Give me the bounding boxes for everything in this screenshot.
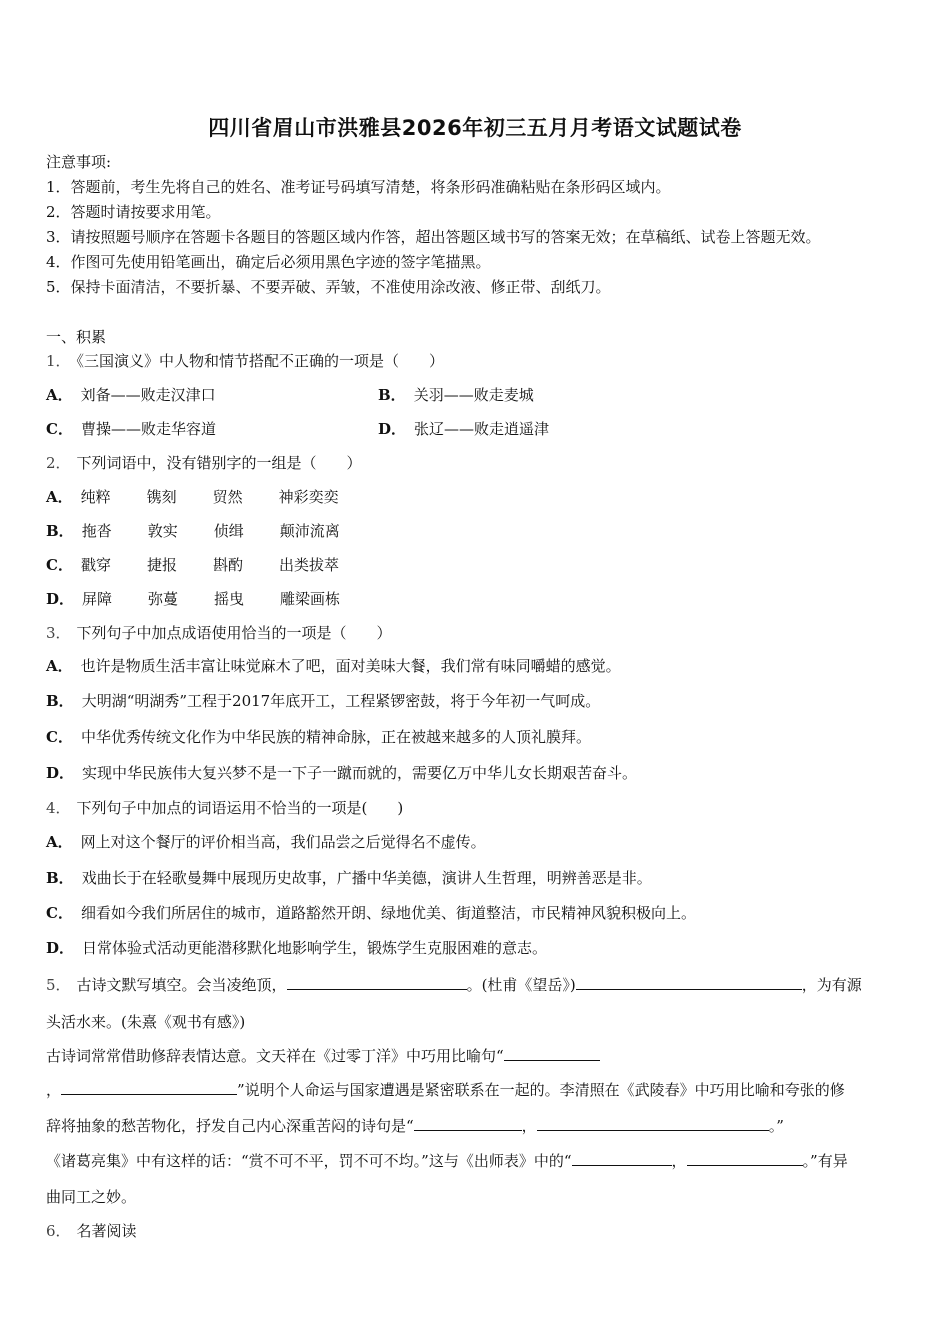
answer-blank[interactable] [287, 975, 467, 990]
question-number: 3． [46, 624, 71, 642]
question-number: 1． [46, 352, 71, 370]
q3-option-b[interactable]: B． 大明湖“明湖秀”工程于2017年底开工，工程紧锣密鼓，将于今年初一气呵成。 [46, 692, 601, 710]
answer-blank[interactable] [504, 1046, 600, 1061]
q1-option-b[interactable]: B． 关羽——败走麦城 [378, 386, 534, 404]
answer-blank[interactable] [61, 1080, 237, 1095]
question-text: 《三国演义》中人物和情节搭配不正确的一项是（ ） [76, 352, 445, 370]
notice-item: 5．保持卡面清洁，不要折暴、不要弄破、弄皱，不准使用涂改液、修正带、刮纸刀。 [46, 278, 611, 296]
question-5-line-3: 古诗词常常借助修辞表情达意。文天祥在《过零丁洋》中巧用比喻句“ [46, 1046, 600, 1066]
q4-option-d[interactable]: D． 日常体验式活动更能潜移默化地影响学生，锻炼学生克服困难的意志。 [46, 939, 548, 957]
question-text: 下列词语中，没有错别字的一组是（ ） [76, 454, 362, 472]
question-text: 名著阅读 [76, 1222, 137, 1240]
question-5-line-5: 辞将抽象的愁苦物化，抒发自己内心深重苦闷的诗句是“ ， 。” [46, 1117, 784, 1135]
q3-option-a[interactable]: A． 也许是物质生活丰富让味觉麻木了吧，面对美味大餐，我们常有味同嚼蜡的感觉。 [46, 657, 621, 675]
notice-item: 1．答题前，考生先将自己的姓名、准考证号码填写清楚，将条形码准确粘贴在条形码区域内。 [46, 178, 671, 196]
q4-option-c[interactable]: C． 细看如今我们所居住的城市，道路豁然开朗、绿地优美、街道整洁，市民精神风貌积极向上。 [46, 904, 696, 922]
question-text: 下列句子中加点的词语运用不恰当的一项是( ) [76, 799, 404, 817]
answer-blank[interactable] [576, 975, 802, 990]
answer-blank[interactable] [537, 1116, 769, 1131]
q2-option-a[interactable]: A． 纯粹 镌刻 贸然 神彩奕奕 [46, 488, 339, 506]
question-5-line-4: ， ”说明个人命运与国家遭遇是紧密联系在一起的。李清照在《武陵春》中巧用比喻和夸张的修 [46, 1081, 845, 1099]
section-heading: 一、积累 [46, 328, 107, 346]
q3-option-c[interactable]: C． 中华优秀传统文化作为中华民族的精神命脉，正在被越来越多的人顶礼膜拜。 [46, 728, 591, 746]
notice-item: 3．请按照题号顺序在答题卡各题目的答题区域内作答，超出答题区域书写的答案无效；在草稿纸、试卷上答题无效。 [46, 228, 821, 246]
q4-option-a[interactable]: A． 网上对这个餐厅的评价相当高，我们品尝之后觉得名不虚传。 [46, 833, 486, 851]
q3-option-d[interactable]: D． 实现中华民族伟大复兴梦不是一下子一蹴而就的，需要亿万中华儿女长期艰苦奋斗。 [46, 764, 638, 782]
notice-item: 2．答题时请按要求用笔。 [46, 203, 221, 221]
q2-option-d[interactable]: D． 屏障 弥蔓 摇曳 雕梁画栋 [46, 590, 341, 608]
question-number: 2． [46, 454, 71, 472]
question-3-stem [46, 623, 392, 643]
question-number: 4． [46, 799, 71, 817]
answer-blank[interactable] [414, 1116, 522, 1131]
question-6-stem [46, 1221, 137, 1241]
question-5-line-2: 头活水来。(朱熹《观书有感》) [46, 1013, 246, 1031]
q2-option-b[interactable]: B． 拖沓 敦实 侦缉 颠沛流离 [46, 522, 340, 540]
notice-heading: 注意事项: [46, 153, 112, 171]
answer-blank[interactable] [572, 1151, 672, 1166]
q4-option-b[interactable]: B． 戏曲长于在轻歌曼舞中展现历史故事，广播中华美德，演讲人生哲理，明辨善恶是非。 [46, 869, 652, 887]
q1-option-a[interactable]: A． 刘备——败走汉津口 [46, 386, 216, 404]
question-5-line-1: 5． 古诗文默写填空。会当凌绝顶， 。(杜甫《望岳》) ，为有源 [46, 976, 862, 994]
question-5-line-6: 《诸葛亮集》中有这样的话：“赏不可不平，罚不可不均。”这与《出师表》中的“ ， 。”有异 [46, 1152, 848, 1170]
answer-blank[interactable] [687, 1151, 803, 1166]
q1-option-d[interactable]: D． 张辽——败走逍遥津 [378, 420, 550, 438]
question-text: 下列句子中加点成语使用恰当的一项是（ ） [76, 624, 392, 642]
q1-option-c[interactable]: C． 曹操——败走华容道 [46, 420, 216, 438]
question-1-stem [46, 351, 444, 371]
question-number: 6． [46, 1222, 71, 1240]
page-title: 四川省眉山市洪雅县2026年初三五月月考语文试题试卷 [208, 116, 742, 140]
question-number: 5． [46, 976, 71, 994]
question-5-line-7: 曲同工之妙。 [46, 1188, 137, 1206]
notice-item: 4．作图可先使用铅笔画出，确定后必须用黑色字迹的签字笔描黑。 [46, 253, 491, 271]
question-4-stem [46, 798, 403, 818]
question-2-stem [46, 453, 362, 473]
q2-option-c[interactable]: C． 戳穿 捷报 斟酌 出类拔萃 [46, 556, 339, 574]
